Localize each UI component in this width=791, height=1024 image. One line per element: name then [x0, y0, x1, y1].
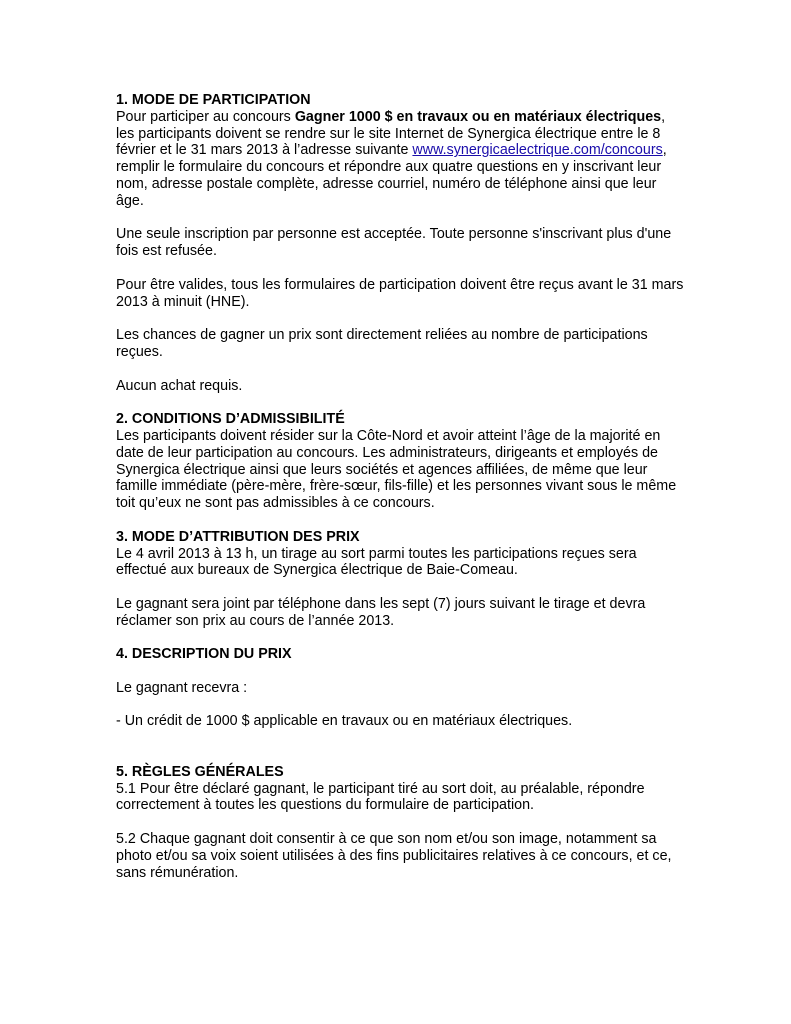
section-3-paragraph-1: Le 4 avril 2013 à 13 h, un tirage au sort parmi toutes les participations reçues sera effectué aux bureaux de Synergica électrique de Baie-Comeau.	[116, 545, 637, 579]
section-2-heading: 2. CONDITIONS D’ADMISSIBILITÉ	[116, 411, 345, 428]
section-1-paragraph-1	[116, 109, 686, 210]
section-1-paragraph-3: Pour être valides, tous les formulaires de participation doivent être reçus avant le 31 mars 2013 à minuit (HNE).	[116, 276, 684, 310]
section-4-heading: 4. DESCRIPTION DU PRIX	[116, 646, 292, 663]
section-1-text-c: , remplir le formulaire du concours et répondre aux quatre questions en y inscrivant leur nom, adresse postale complète, adresse courriel, numéro de téléphone ainsi que leur âge.	[116, 142, 667, 209]
section-5-heading: 5. RÈGLES GÉNÉRALES	[116, 763, 284, 780]
section-1-heading: 1. MODE DE PARTICIPATION	[116, 92, 311, 108]
section-4-paragraph-1: Le gagnant recevra :	[116, 679, 248, 696]
contest-url-link[interactable]: www.synergicaelectrique.com/concours	[412, 142, 663, 159]
section-3-paragraph-2: Le gagnant sera joint par téléphone dans les sept (7) jours suivant le tirage et devra réclamer son prix au cours de l’année 2013.	[116, 595, 646, 629]
document-page	[116, 92, 686, 881]
section-1-paragraph-4: Les chances de gagner un prix sont directement reliées au nombre de participations reçues.	[116, 327, 648, 360]
section-5-paragraph-1: 5.1 Pour être déclaré gagnant, le participant tiré au sort doit, au préalable, répondre correctement à toutes les questions du formulaire de participation.	[116, 780, 645, 814]
section-1-text-a: Pour participer au concours	[116, 108, 295, 125]
section-5-paragraph-2: 5.2 Chaque gagnant doit consentir à ce que son nom et/ou son image, notamment sa photo et/ou sa voix soient utilisées à des fins publicitaires relatives à ce concours, et ce, sans rémunération.	[116, 831, 672, 881]
section-3-heading: 3. MODE D’ATTRIBUTION DES PRIX	[116, 528, 360, 545]
section-2-paragraph-1: Les participants doivent résider sur la Côte-Nord et avoir atteint l’âge de la majorité en date de leur participation au concours. Les administrateurs, dirigeants et employés de Synergica électrique ainsi que leurs sociétés et agences affiliées, de même que leur famille immédiate (père-mère, frère-sœur, fils-fille) et les personnes vivant sous le même toit qu’eux ne sont pas admissibles à ce concours.	[116, 427, 677, 512]
section-1-paragraph-5: Aucun achat requis.	[116, 377, 243, 394]
section-1-text-b: , les participants doivent se rendre sur le site Internet de Synergica électrique entre le 8 février et le 31 mars 2013 à l’adresse suivante	[116, 108, 666, 159]
contest-name: Gagner 1000 $ en travaux ou en matériaux électriques	[294, 108, 662, 125]
section-4-prize-item: - Un crédit de 1000 $ applicable en travaux ou en matériaux électriques.	[116, 713, 573, 730]
section-1-paragraph-2: Une seule inscription par personne est acceptée. Toute personne s'inscrivant plus d'une fois est refusée.	[116, 226, 672, 260]
